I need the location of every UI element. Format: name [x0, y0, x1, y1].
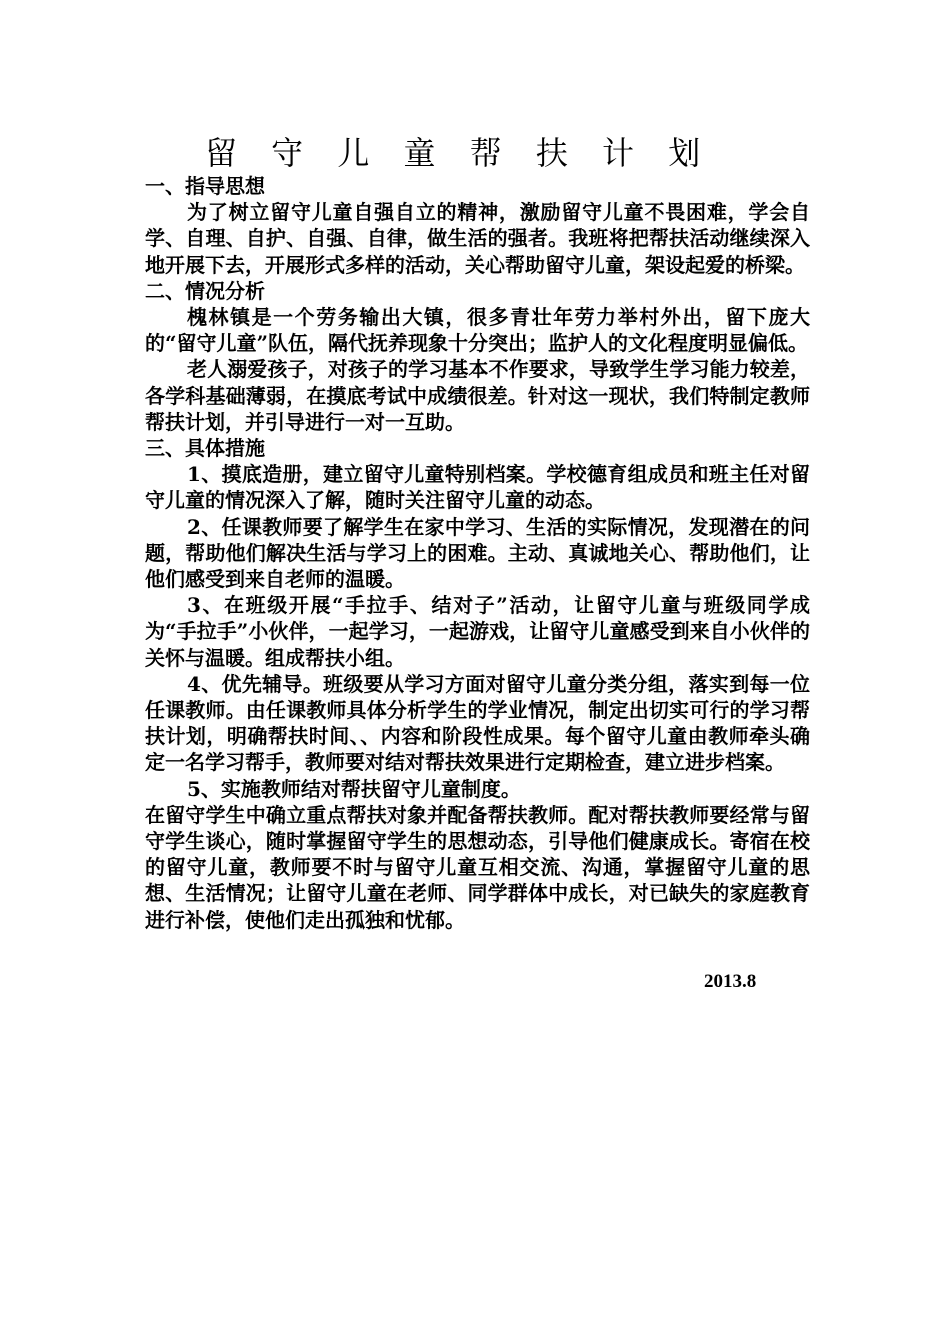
measure-3: 3、在班级开展“手拉手、结对子”活动，让留守儿童与班级同学成为“手拉手”小伙伴，一起学习，一起游戏，让留守儿童感受到来自小伙伴的关怀与温暖。组成帮扶小组。 [145, 593, 810, 670]
measure-1: 1、摸底造册，建立留守儿童特别档案。学校德育组成员和班主任对留守儿童的情况深入了解，随时关注留守儿童的动态。 [145, 462, 810, 513]
section-heading-guiding-thought: 一、指导思想 [145, 174, 265, 198]
paragraph-guiding-thought: 为了树立留守儿童自强自立的精神，激励留守儿童不畏困难，学会自学、自理、自护、自强、自律，做生活的强者。我班将把帮扶活动继续深入地开展下去，开展形式多样的活动，关心帮助留守儿童，架设起爱的桥梁。 [145, 200, 810, 277]
paragraph-situation-1: 槐林镇是一个劳务输出大镇，很多青壮年劳力举村外出，留下庞大的“留守儿童”队伍，隔代抚养现象十分突出；监护人的文化程度明显偏低。 [145, 305, 810, 356]
measure-5: 5、实施教师结对帮扶留守儿童制度。 [187, 776, 521, 801]
section-heading-situation-analysis: 二、情况分析 [145, 278, 265, 303]
paragraph-situation-2: 老人溺爱孩子，对孩子的学习基本不作要求，导致学生学习能力较差，各学科基础薄弱，在摸底考试中成绩很差。针对这一现状，我们特制定教师帮扶计划，并引导进行一对一互助。 [145, 357, 810, 434]
section-heading-measures: 三、具体措施 [145, 436, 265, 461]
measure-5-paragraph: 在留守学生中确立重点帮扶对象并配备帮扶教师。配对帮扶教师要经常与留守学生谈心，随时掌握留守学生的思想动态，引导他们健康成长。寄宿在校的留守儿童，教师要不时与留守儿童互相交流、沟通，掌握留守儿童的思想、生活情况；让留守儿童在老师、同学群体中成长，对已缺失的家庭教育进行补偿，使他们走出孤独和忧郁。 [145, 802, 810, 932]
measure-4: 4、优先辅导。班级要从学习方面对留守儿童分类分组，落实到每一位任课教师。由任课教师具体分析学生的学业情况，制定出切实可行的学习帮扶计划，明确帮扶时间、、内容和阶段性成果。每个留守儿童由教师牵头确定一名学习帮手，教师要对结对帮扶效果进行定期检查，建立进步档案。 [145, 671, 810, 775]
measure-2: 2、任课教师要了解学生在家中学习、生活的实际情况，发现潜在的问题，帮助他们解决生活与学习上的困难。主动、真诚地关心、帮助他们，让他们感受到来自老师的温暖。 [145, 514, 810, 592]
document-date: 2013.8 [704, 971, 757, 992]
page-title: 留 守 儿 童 帮 扶 计 划 [205, 134, 713, 172]
document-body [145, 173, 810, 933]
